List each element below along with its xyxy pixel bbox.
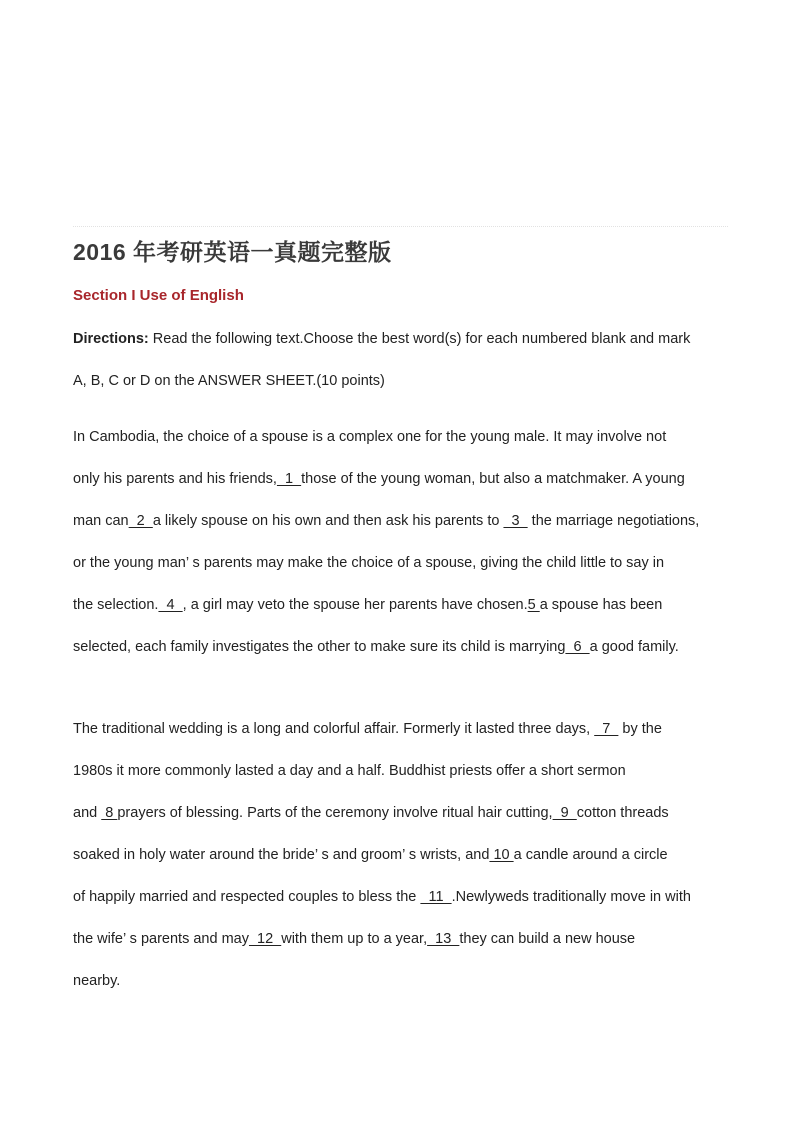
paragraph2-line-5 — [73, 887, 691, 907]
paragraph2-line-1 — [73, 719, 662, 739]
header-divider — [73, 226, 728, 227]
paragraph1-line-6 — [73, 637, 679, 657]
blank-7: 7 — [594, 721, 619, 737]
blank-5: 5 — [527, 597, 540, 613]
directions-text: Read the following text.Choose the best word(s) for each numbered blank and mark — [148, 331, 691, 347]
paragraph2-line-6 — [73, 929, 635, 949]
text-segment: a candle around a circle — [513, 847, 668, 863]
paragraph1-line-5 — [73, 595, 662, 615]
text-segment: the marriage negotiations, — [527, 513, 700, 529]
paragraph2-line-4 — [73, 845, 668, 865]
text-segment: the selection. — [73, 597, 159, 613]
blank-6: 6 — [565, 639, 590, 655]
directions-label: Directions: — [73, 331, 149, 347]
blank-4: 4 — [158, 597, 183, 613]
blank-13: 13 — [427, 931, 460, 947]
blank-9: 9 — [552, 805, 577, 821]
blank-10: 10 — [489, 847, 514, 863]
text-segment: and — [73, 805, 102, 821]
directions-line-2: A, B, C or D on the ANSWER SHEET.(10 points) — [73, 373, 385, 389]
blank-1: 1 — [276, 471, 302, 487]
document-title: 2016 年考研英语一真题完整版 — [73, 239, 392, 265]
paragraph2-line-3 — [73, 803, 669, 823]
text-segment: .Newlyweds traditionally move in with — [451, 889, 691, 905]
blank-2: 2 — [128, 513, 153, 529]
text-segment: , a girl may veto the spouse her parents have chosen. — [182, 597, 528, 613]
text-segment: The traditional wedding is a long and colorful affair. Formerly it lasted three days, — [73, 721, 595, 737]
text-segment: selected, each family investigates the other to make sure its child is marrying — [73, 639, 566, 655]
text-segment: those of the young woman, but also a matchmaker. A young — [301, 471, 685, 487]
paragraph1-line-4: or the young man’ s parents may make the choice of a spouse, giving the child little to say in — [73, 555, 665, 571]
text-segment: the wife’ s parents and may — [73, 931, 249, 947]
text-segment: only his parents and his friends, — [73, 471, 277, 487]
blank-11: 11 — [420, 889, 452, 905]
paragraph2-line-2: 1980s it more commonly lasted a day and a half. Buddhist priests offer a short sermon — [73, 763, 626, 779]
text-segment: prayers of blessing. Parts of the ceremony involve ritual hair cutting, — [117, 805, 553, 821]
text-segment: cotton threads — [576, 805, 669, 821]
text-segment: they can build a new house — [459, 931, 636, 947]
text-segment: soaked in holy water around the bride’ s and groom’ s wrists, and — [73, 847, 490, 863]
text-segment: man can — [73, 513, 129, 529]
blank-3: 3 — [503, 513, 528, 529]
paragraph2-line-7: nearby. — [73, 973, 121, 989]
paragraph1-line-2 — [73, 469, 685, 489]
blank-8: 8 — [101, 805, 118, 821]
blank-12: 12 — [248, 931, 282, 947]
paragraph1-line-3 — [73, 511, 699, 531]
text-segment: of happily married and respected couples to bless the — [73, 889, 421, 905]
text-segment: a likely spouse on his own and then ask his parents to — [152, 513, 504, 529]
text-segment: a good family. — [589, 639, 679, 655]
text-segment: a spouse has been — [539, 597, 663, 613]
section-heading: Section I Use of English — [73, 287, 244, 304]
text-segment: with them up to a year, — [281, 931, 428, 947]
text-segment: by the — [618, 721, 662, 737]
paragraph1-line-1: In Cambodia, the choice of a spouse is a complex one for the young male. It may involve not — [73, 429, 667, 445]
directions-line-1 — [73, 329, 690, 349]
